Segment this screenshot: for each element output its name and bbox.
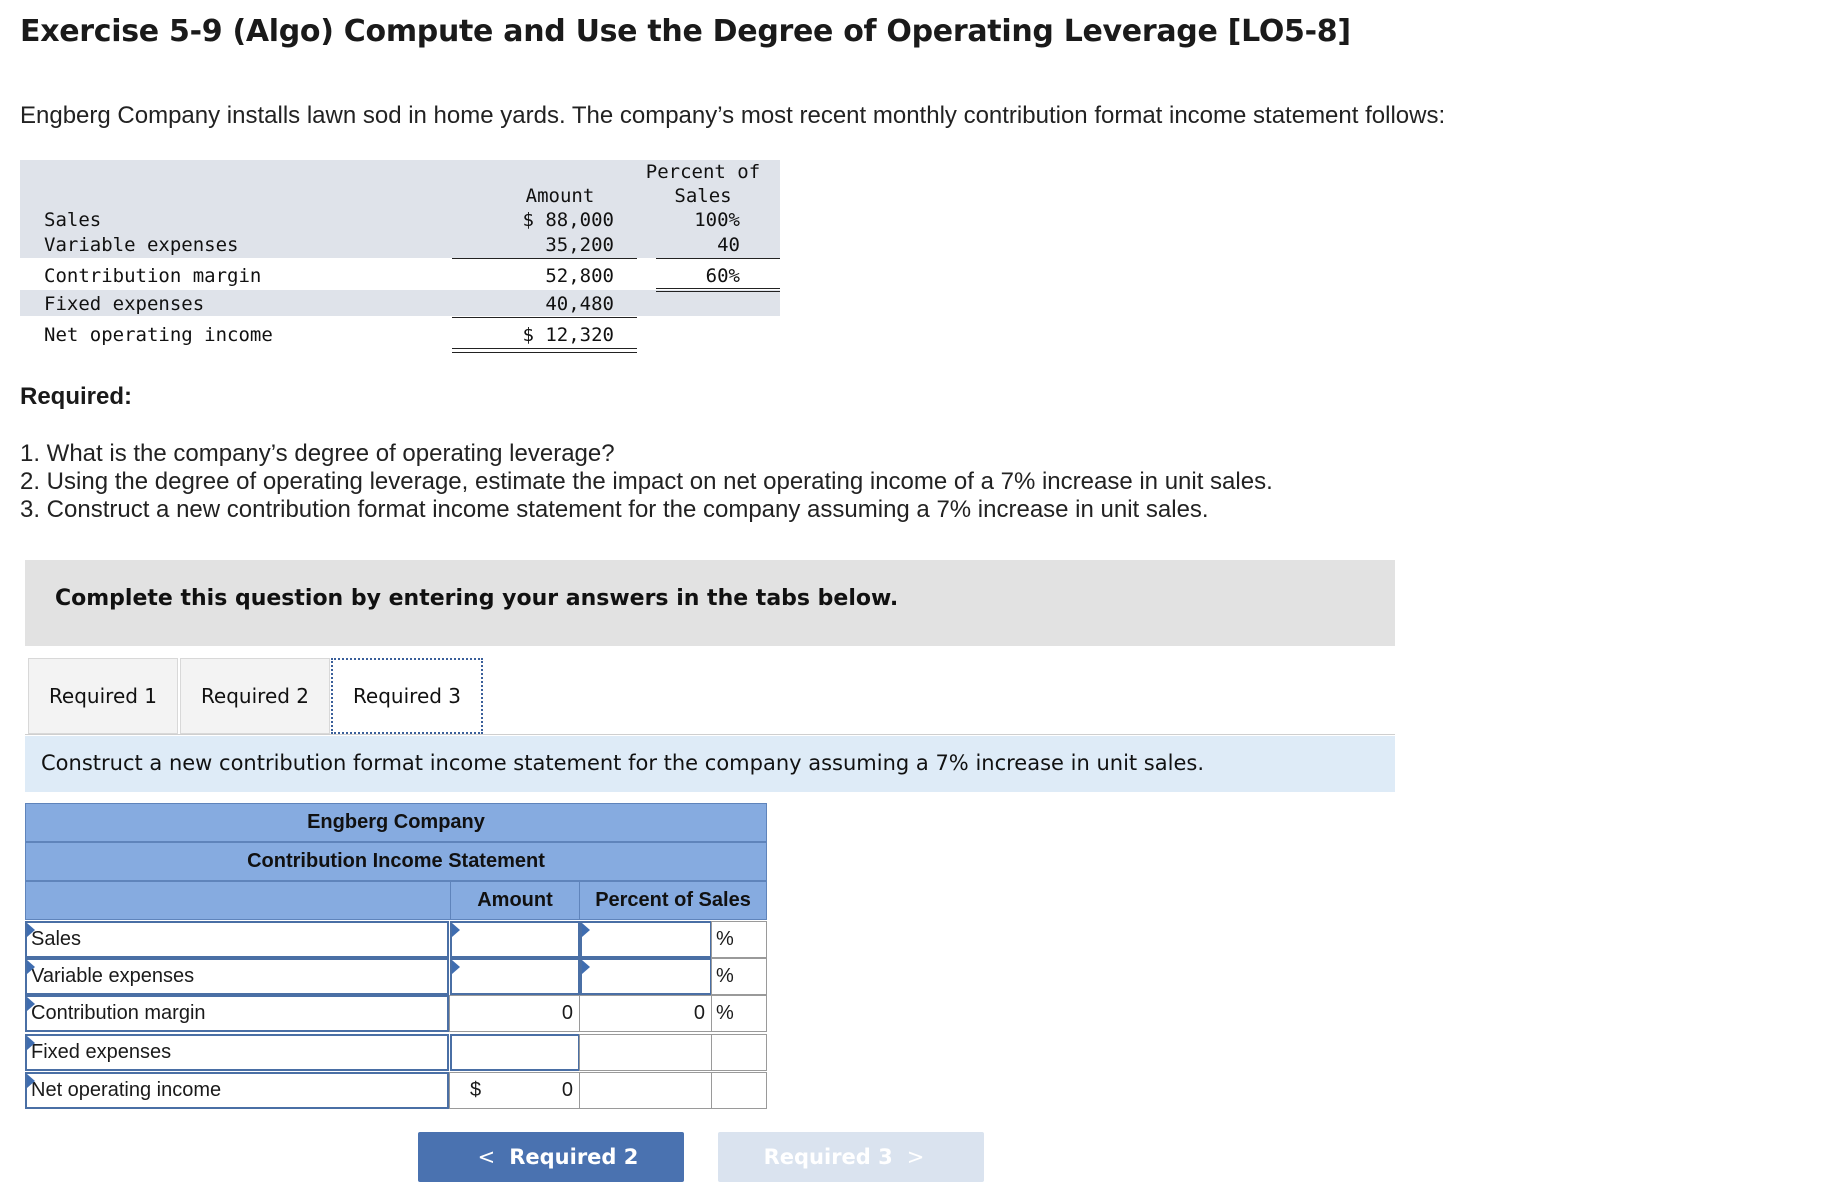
input-marker-icon (27, 923, 35, 937)
stmt-amount-noi: $ 12,320 (522, 324, 614, 346)
chevron-right-icon: > (906, 1145, 925, 1169)
answer-label-sales: Sales (31, 928, 82, 950)
noi-amount-value (449, 1072, 580, 1109)
fixed-percent-sign (711, 1034, 767, 1071)
stmt-label-noi: Net operating income (44, 324, 273, 346)
banner-text: Complete this question by entering your answers in the tabs below. (55, 586, 899, 611)
noi-percent-sign (711, 1072, 767, 1109)
stmt-label-fixed: Fixed expenses (44, 293, 205, 315)
contribution-amount-value: 0 (449, 995, 580, 1032)
stmt-amount-sales: $ 88,000 (522, 209, 614, 231)
question-2: 2. Using the degree of operating leverage, estimate the impact on net operating income of a 7% increase in unit sales. (20, 468, 1273, 495)
answer-row-label-contribution[interactable] (25, 995, 449, 1032)
question-3: 3. Construct a new contribution format income statement for the company assuming a 7% increase in unit sales. (20, 496, 1209, 523)
tab-required-2[interactable]: Required 2 (180, 658, 330, 734)
page-title: Exercise 5-9 (Algo) Compute and Use the Degree of Operating Leverage [LO5-8] (20, 14, 1351, 49)
answer-row-label-fixed[interactable] (25, 1034, 449, 1071)
stmt-percent-contribution: 60% (705, 265, 740, 287)
prev-required-2-button[interactable] (418, 1132, 684, 1182)
stmt-percent-variable: 40 (717, 234, 740, 256)
tab-instruction (25, 736, 1395, 792)
fixed-percent-empty (579, 1034, 712, 1071)
underline-amount-fixed (452, 317, 637, 318)
underline-amount-variable (452, 258, 637, 259)
answer-statement-title: Contribution Income Statement (25, 842, 767, 881)
contribution-percent-sign: % (711, 995, 767, 1032)
double-underline-percent-1 (656, 288, 780, 289)
next-required-3-button[interactable] (718, 1132, 984, 1182)
double-underline-noi-2 (452, 352, 637, 353)
answer-label-variable: Variable expenses (31, 965, 195, 987)
instructions-banner (25, 560, 1395, 646)
noi-percent-empty (579, 1072, 712, 1109)
stmt-amount-contribution: 52,800 (545, 265, 614, 287)
answer-label-fixed: Fixed expenses (31, 1041, 172, 1063)
required-heading: Required: (20, 383, 133, 410)
noi-dollar-sign: $ (470, 1079, 482, 1101)
answer-income-statement (25, 803, 767, 1113)
input-marker-icon (27, 997, 35, 1011)
answer-col-amount: Amount (450, 881, 580, 920)
sales-amount-input[interactable] (450, 921, 580, 958)
double-underline-noi-1 (452, 348, 637, 349)
answer-row-label-variable[interactable] (25, 958, 449, 995)
prev-button-label: Required 2 (509, 1145, 639, 1169)
sales-percent-sign: % (711, 921, 767, 958)
chevron-left-icon: < (477, 1145, 496, 1169)
input-marker-icon (27, 1074, 35, 1088)
contribution-percent-value: 0 (579, 995, 712, 1032)
answer-col-blank (25, 881, 451, 920)
tab-required-3[interactable]: Required 3 (331, 658, 483, 734)
input-marker-icon (27, 960, 35, 974)
underline-percent-variable (656, 258, 780, 259)
header-percent-line1: Percent of (645, 161, 761, 183)
variable-percent-sign: % (711, 958, 767, 995)
input-marker-icon (452, 960, 460, 974)
stmt-amount-variable: 35,200 (545, 234, 614, 256)
stmt-percent-sales: 100% (694, 209, 740, 231)
input-marker-icon (582, 923, 590, 937)
answer-col-percent: Percent of Sales (579, 881, 767, 920)
input-marker-icon (452, 923, 460, 937)
variable-amount-input[interactable] (450, 958, 580, 995)
tab-required-1[interactable]: Required 1 (28, 658, 178, 734)
header-percent-line2: Sales (674, 185, 732, 207)
input-marker-icon (582, 960, 590, 974)
given-income-statement (20, 160, 780, 360)
stmt-label-sales: Sales (44, 209, 102, 231)
answer-label-contribution: Contribution margin (31, 1002, 206, 1024)
input-marker-icon (27, 1036, 35, 1050)
answer-company-name: Engberg Company (25, 803, 767, 842)
double-underline-percent-2 (656, 291, 780, 292)
sales-percent-input[interactable] (580, 921, 712, 958)
stmt-amount-fixed: 40,480 (545, 293, 614, 315)
question-1: 1. What is the company’s degree of operating leverage? (20, 440, 615, 467)
stmt-label-variable: Variable expenses (44, 234, 239, 256)
intro-text: Engberg Company installs lawn sod in home yards. The company’s most recent monthly contribution format income statement follows: (20, 102, 1446, 129)
noi-amount: 0 (561, 1079, 573, 1101)
answer-row-label-noi[interactable] (25, 1072, 449, 1109)
stmt-label-contribution: Contribution margin (44, 265, 262, 287)
fixed-amount-input[interactable] (450, 1034, 580, 1071)
next-button-label: Required 3 (763, 1145, 893, 1169)
header-amount: Amount (525, 185, 595, 207)
tab-divider (25, 734, 1395, 735)
answer-row-label-sales[interactable] (25, 921, 449, 958)
variable-percent-input[interactable] (580, 958, 712, 995)
tab-instruction-text: Construct a new contribution format income statement for the company assuming a 7% increase in unit sales. (41, 751, 1204, 775)
answer-label-noi: Net operating income (31, 1079, 222, 1101)
